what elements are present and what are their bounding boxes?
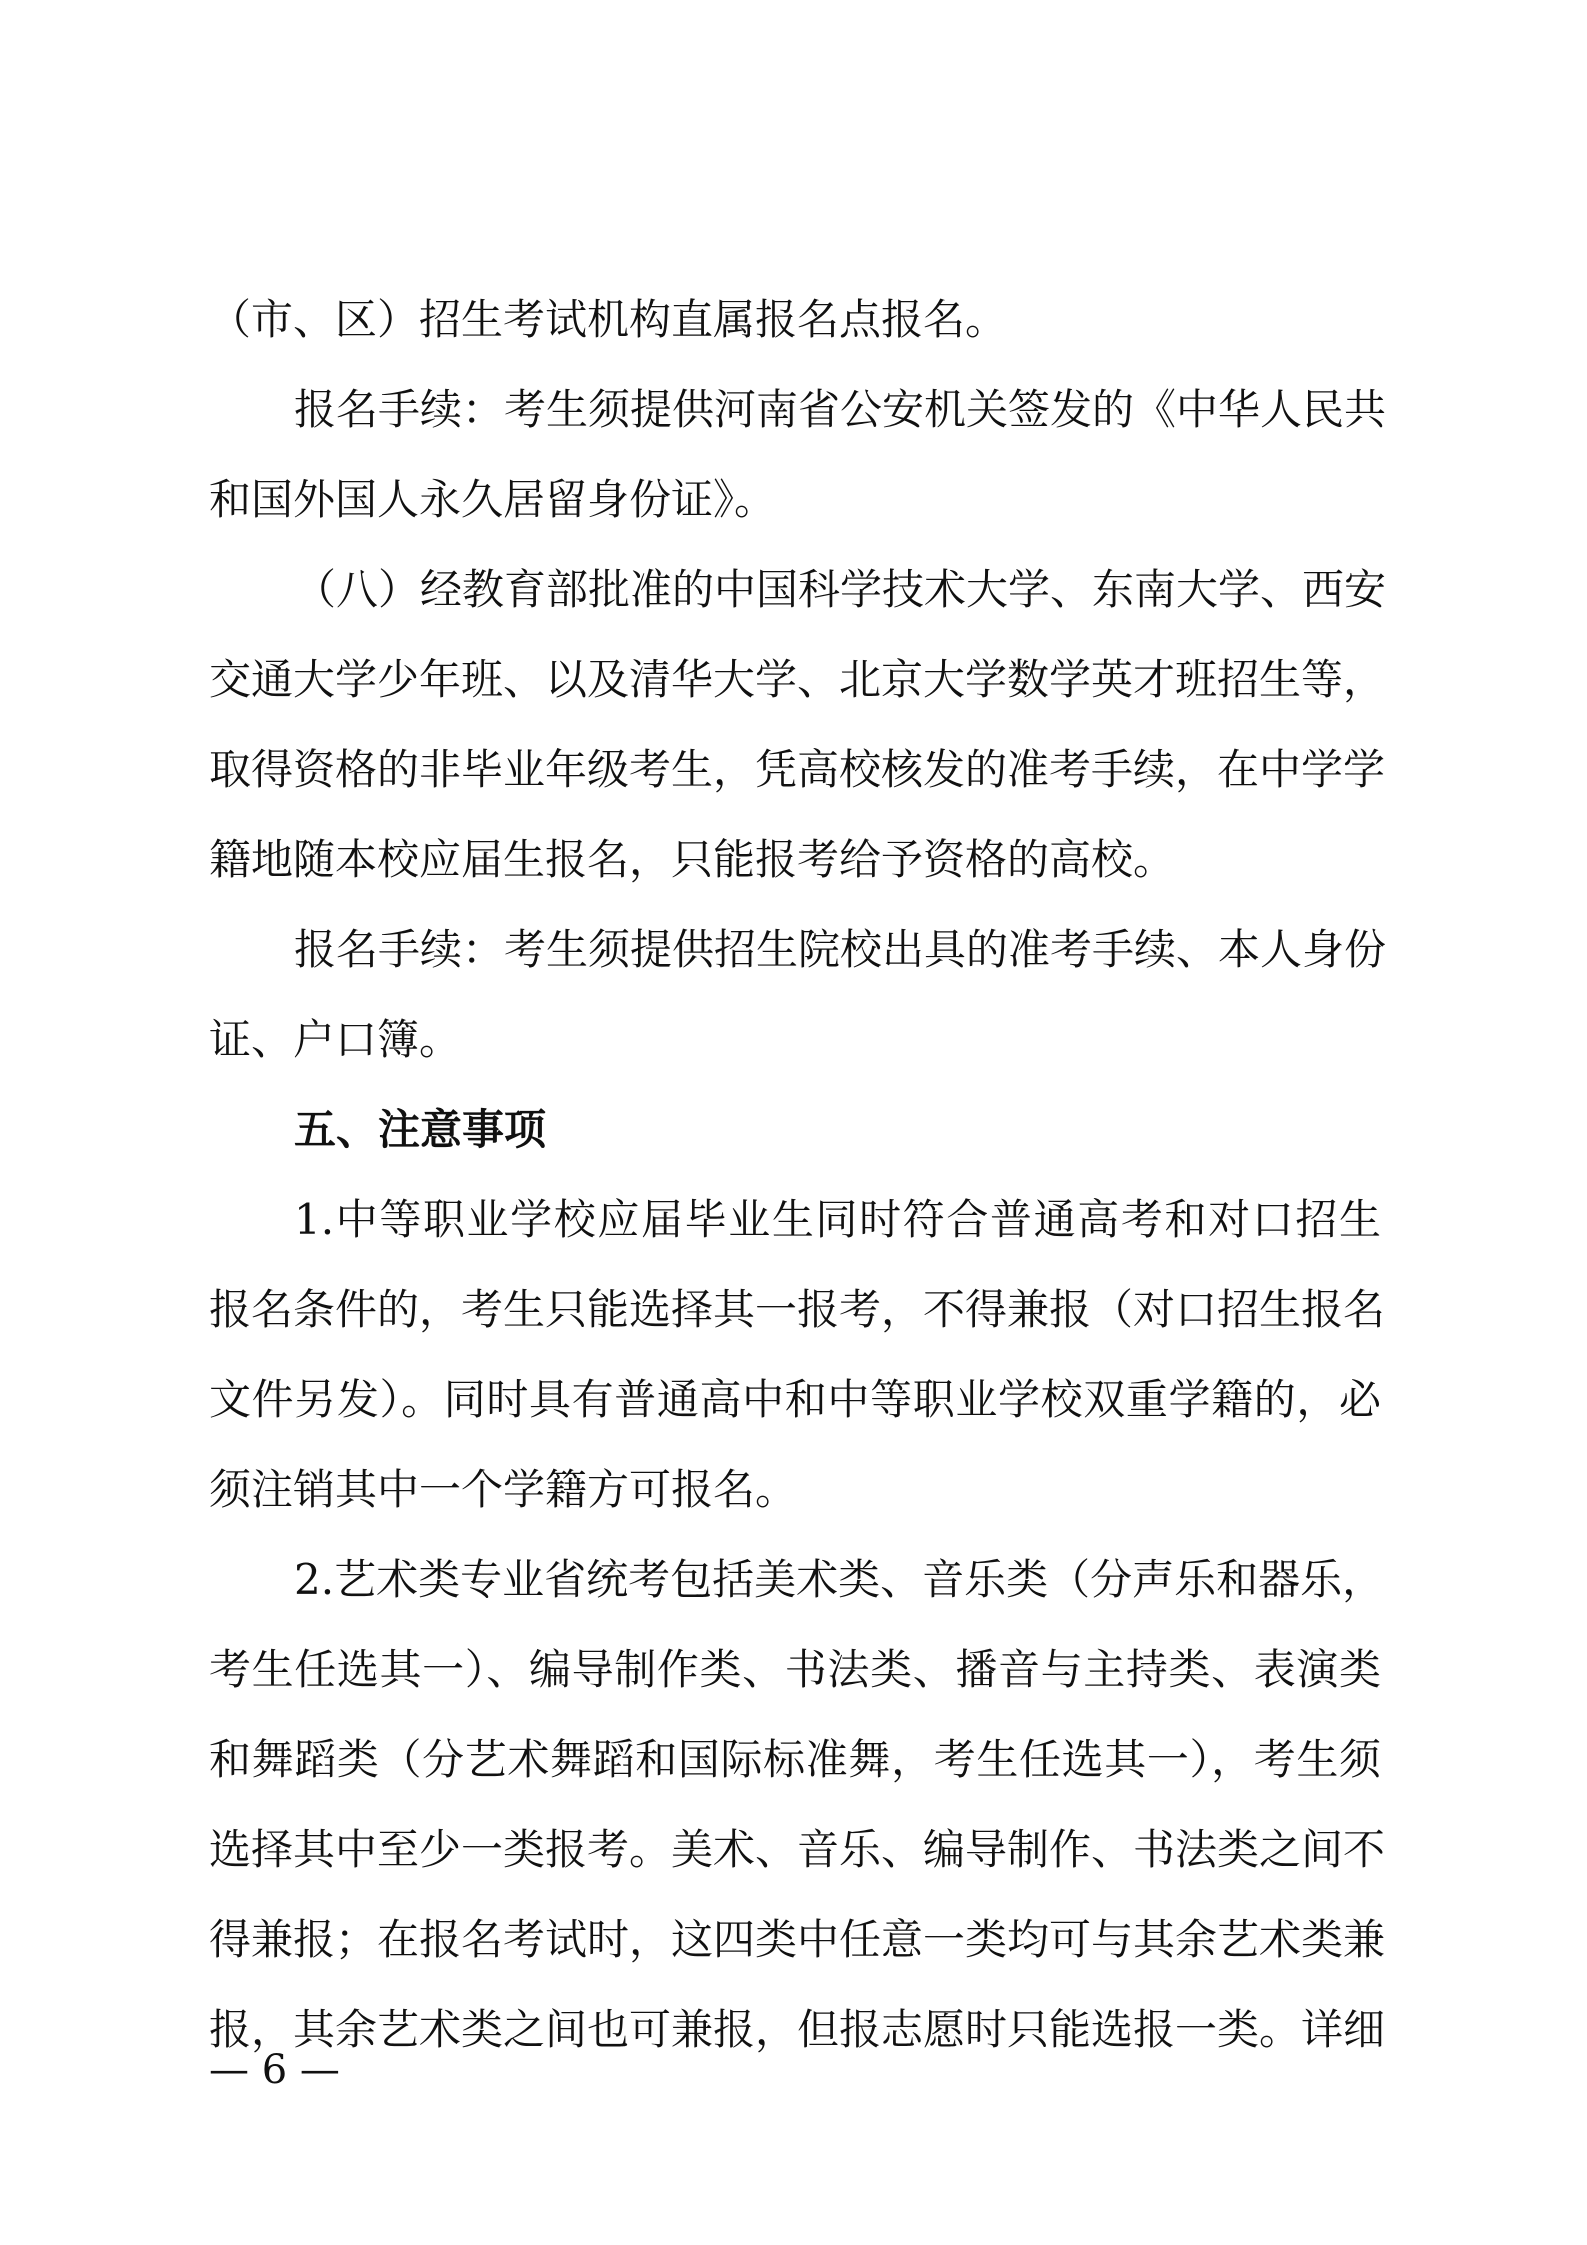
text-line: 得兼报；在报名考试时，这四类中任意一类均可与其余艺术类兼: [209, 1915, 1386, 1964]
text-line: 证、户口簿。: [209, 1015, 462, 1064]
text-line: 须注销其中一个学籍方可报名。: [209, 1465, 798, 1514]
text-line: 报名手续：考生须提供招生院校出具的准考手续、本人身份: [294, 925, 1387, 974]
text-line: 报名手续：考生须提供河南省公安机关签发的《中华人民共: [294, 385, 1387, 434]
text-line: 和国外国人永久居留身份证》。: [209, 475, 777, 524]
text-line: 选择其中至少一类报考。美术、音乐、编导制作、书法类之间不: [209, 1825, 1386, 1874]
text-line: 交通大学少年班、以及清华大学、北京大学数学英才班招生等，: [209, 655, 1386, 704]
text-line: （八）经教育部批准的中国科学技术大学、东南大学、西安: [294, 565, 1387, 614]
text-line: 和舞蹈类（分艺术舞蹈和国际标准舞，考生任选其一），考生须: [209, 1735, 1381, 1784]
text-line: 2.艺术类专业省统考包括美术类、音乐类（分声乐和器乐，: [294, 1555, 1385, 1604]
text-line: 报，其余艺术类之间也可兼报，但报志愿时只能选报一类。详细: [209, 2005, 1386, 2054]
text-line: 取得资格的非毕业年级考生，凭高校核发的准考手续，在中学学: [209, 745, 1386, 794]
text-line: （市、区）招生考试机构直属报名点报名。: [209, 295, 1008, 344]
section-heading: 五、注意事项: [294, 1105, 547, 1154]
page-number: — 6 —: [209, 2047, 340, 2093]
text-line: 1.中等职业学校应届毕业生同时符合普通高考和对口招生: [294, 1195, 1381, 1244]
text-line: 报名条件的，考生只能选择其一报考，不得兼报（对口招生报名: [209, 1285, 1386, 1334]
text-line: 文件另发）。同时具有普通高中和中等职业学校双重学籍的，必: [209, 1375, 1381, 1424]
text-line: 考生任选其一）、编导制作类、书法类、播音与主持类、表演类: [209, 1645, 1381, 1694]
text-line: 籍地随本校应届生报名，只能报考给予资格的高校。: [209, 835, 1176, 884]
